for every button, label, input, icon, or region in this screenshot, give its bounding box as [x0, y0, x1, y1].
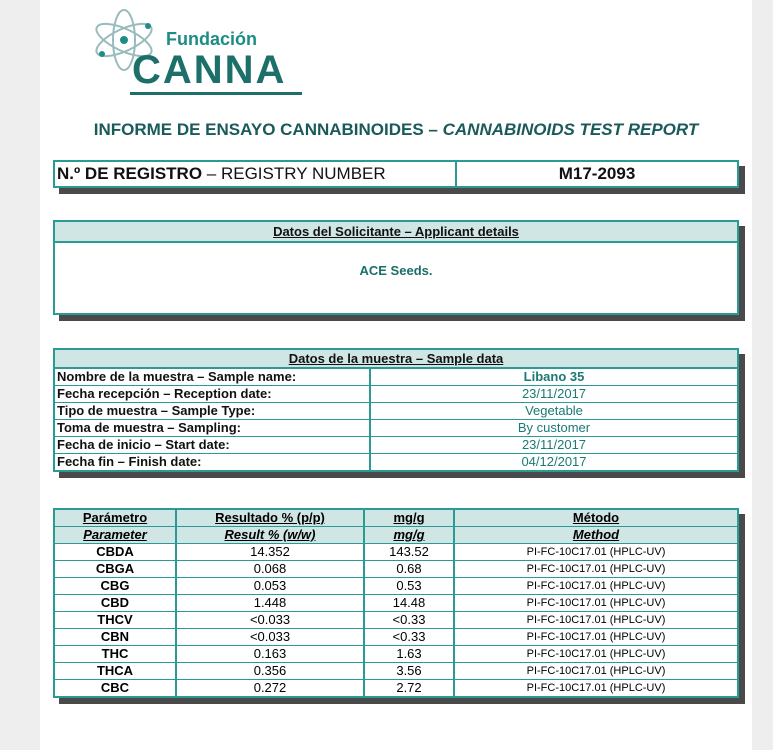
report-title-es: INFORME DE ENSAYO CANNABINOIDES –	[93, 120, 443, 139]
sample-row	[55, 437, 737, 454]
registry-box	[53, 160, 739, 188]
applicant-header: Datos del Solicitante – Applicant details	[55, 222, 737, 243]
method-cell: PI-FC-10C17.01 (HPLC-UV)	[526, 631, 666, 643]
table-row	[55, 561, 737, 578]
result-percent-cell: 0.272	[177, 680, 365, 696]
mg-per-g-cell: 143.52	[365, 544, 455, 560]
mg-per-g-cell: 0.53	[365, 578, 455, 594]
table-row	[55, 680, 737, 696]
sample-row	[55, 386, 737, 403]
table-row	[55, 595, 737, 612]
sample-label: Fecha fin – Finish date:	[55, 454, 371, 470]
mg-per-g-cell: 1.63	[365, 646, 455, 662]
sample-value: Libano 35	[523, 369, 585, 384]
parameter-cell: CBN	[55, 629, 177, 645]
parameter-cell: CBG	[55, 578, 177, 594]
sample-value: 23/11/2017	[521, 437, 587, 452]
table-row	[55, 629, 737, 646]
parameter-cell: THCV	[55, 612, 177, 628]
column-header: mg/g	[365, 510, 455, 526]
report-title	[40, 120, 752, 140]
sample-value: 23/11/2017	[521, 386, 587, 401]
result-percent-cell: <0.033	[177, 612, 365, 628]
fundacion-canna-logo	[90, 6, 310, 96]
sample-row	[55, 403, 737, 420]
sample-row	[55, 369, 737, 386]
parameter-cell: CBC	[55, 680, 177, 696]
sample-row	[55, 454, 737, 470]
mg-per-g-cell: 14.48	[365, 595, 455, 611]
column-header: Result % (w/w)	[177, 527, 365, 543]
method-cell: PI-FC-10C17.01 (HPLC-UV)	[526, 648, 666, 660]
result-percent-cell: 0.356	[177, 663, 365, 679]
result-percent-cell: <0.033	[177, 629, 365, 645]
method-cell: PI-FC-10C17.01 (HPLC-UV)	[526, 597, 666, 609]
applicant-box	[53, 220, 739, 315]
applicant-name: ACE Seeds.	[359, 263, 433, 278]
column-header: Parameter	[55, 527, 177, 543]
logo-wordmark: CANNA	[132, 48, 287, 92]
sample-label: Fecha de inicio – Start date:	[55, 437, 371, 453]
mg-per-g-cell: 0.68	[365, 561, 455, 577]
parameter-cell: THCA	[55, 663, 177, 679]
column-header: Method	[572, 527, 620, 542]
table-row	[55, 646, 737, 663]
mg-per-g-cell: 2.72	[365, 680, 455, 696]
method-cell: PI-FC-10C17.01 (HPLC-UV)	[526, 546, 666, 558]
sample-label: Tipo de muestra – Sample Type:	[55, 403, 371, 419]
result-percent-cell: 14.352	[177, 544, 365, 560]
sample-value: By customer	[517, 420, 591, 435]
method-cell: PI-FC-10C17.01 (HPLC-UV)	[526, 682, 666, 694]
table-row	[55, 578, 737, 595]
table-row	[55, 663, 737, 680]
table-row	[55, 612, 737, 629]
method-cell: PI-FC-10C17.01 (HPLC-UV)	[526, 563, 666, 575]
sample-label: Fecha recepción – Reception date:	[55, 386, 371, 402]
result-percent-cell: 0.163	[177, 646, 365, 662]
sample-label: Toma de muestra – Sampling:	[55, 420, 371, 436]
result-percent-cell: 1.448	[177, 595, 365, 611]
method-cell: PI-FC-10C17.01 (HPLC-UV)	[526, 614, 666, 626]
mg-per-g-cell: <0.33	[365, 629, 455, 645]
mg-per-g-cell: <0.33	[365, 612, 455, 628]
sample-value: 04/12/2017	[521, 454, 587, 469]
column-header: Resultado % (p/p)	[177, 510, 365, 526]
sample-value: Vegetable	[525, 403, 583, 418]
logo-underline	[130, 92, 302, 95]
registry-label-es: N.º DE REGISTRO	[57, 164, 203, 183]
mg-per-g-cell: 3.56	[365, 663, 455, 679]
parameter-cell: CBD	[55, 595, 177, 611]
column-header: Parámetro	[55, 510, 177, 526]
method-cell: PI-FC-10C17.01 (HPLC-UV)	[526, 580, 666, 592]
sample-row	[55, 420, 737, 437]
registry-label	[55, 162, 457, 186]
sample-label: Nombre de la muestra – Sample name:	[55, 369, 371, 385]
table-row	[55, 544, 737, 561]
parameter-cell: CBGA	[55, 561, 177, 577]
registry-number: M17-2093	[558, 164, 636, 183]
parameter-cell: THC	[55, 646, 177, 662]
report-page	[40, 0, 752, 750]
report-title-en: CANNABINOIDS TEST REPORT	[442, 120, 699, 139]
sample-data-table	[53, 348, 739, 472]
result-percent-cell: 0.068	[177, 561, 365, 577]
results-header-es	[55, 510, 737, 527]
parameter-cell: CBDA	[55, 544, 177, 560]
column-header: Método	[572, 510, 620, 525]
method-cell: PI-FC-10C17.01 (HPLC-UV)	[526, 665, 666, 677]
registry-label-en: – REGISTRY NUMBER	[202, 164, 386, 183]
sample-data-header: Datos de la muestra – Sample data	[55, 350, 737, 369]
results-header-en	[55, 527, 737, 544]
results-table	[53, 508, 739, 698]
logo-subtitle: Fundación	[166, 29, 257, 49]
column-header: mg/g	[365, 527, 455, 543]
result-percent-cell: 0.053	[177, 578, 365, 594]
